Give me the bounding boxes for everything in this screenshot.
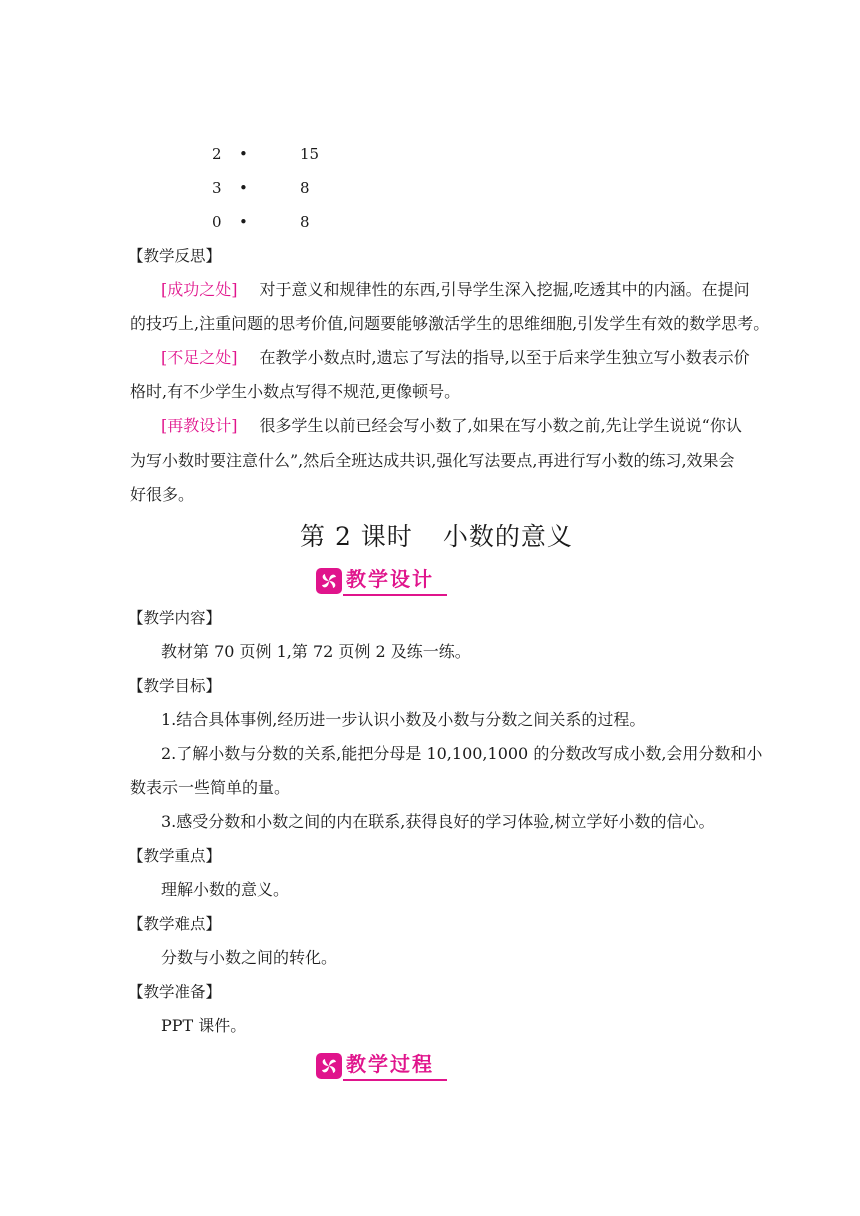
fraction-part: 8 — [300, 213, 310, 231]
success-text-line1: 对于意义和规律性的东西,引导学生深入挖掘,吃透其中的内涵。在提问 — [259, 280, 750, 299]
success-tag: [成功之处] — [161, 280, 238, 299]
preparation-heading: 【教学准备】 — [128, 983, 222, 1001]
whole-part: 2 — [212, 145, 222, 163]
success-text-line2: 的技巧上,注重问题的思考价值,问题要能够激活学生的思维细胞,引发学生有效的数学思考。 — [130, 314, 770, 333]
fraction-part: 15 — [300, 145, 320, 163]
success-paragraph — [161, 280, 750, 300]
content-heading: 【教学内容】 — [128, 609, 222, 627]
goals-heading: 【教学目标】 — [128, 677, 222, 695]
weak-tag: [不足之处] — [161, 348, 238, 367]
redo-text-line3: 好很多。 — [130, 485, 195, 504]
whole-part: 3 — [212, 179, 222, 197]
decimal-point: • — [239, 145, 248, 163]
fraction-part: 8 — [300, 179, 310, 197]
weak-paragraph — [161, 348, 750, 368]
difficulty-text: 分数与小数之间的转化。 — [161, 948, 338, 967]
goal-item-2-line2: 数表示一些简单的量。 — [130, 778, 291, 797]
weak-text-line1: 在教学小数点时,遗忘了写法的指导,以至于后来学生独立写小数表示价 — [259, 348, 750, 367]
goal-item-2-line1: 2.了解小数与分数的关系,能把分母是 10,100,1000 的分数改写成小数,会用分数和小 — [161, 744, 763, 763]
difficulty-heading: 【教学难点】 — [128, 915, 222, 933]
reflection-heading: 【教学反思】 — [128, 247, 222, 265]
redo-paragraph — [161, 416, 742, 436]
preparation-text: PPT 课件。 — [161, 1016, 247, 1035]
decimal-point: • — [239, 213, 248, 231]
content-text: 教材第 70 页例 1,第 72 页例 2 及练一练。 — [161, 642, 471, 661]
lesson-topic: 小数的意义 — [442, 522, 573, 551]
key-point-text: 理解小数的意义。 — [161, 880, 290, 899]
banner-label: 教学过程 — [346, 1052, 434, 1076]
lesson-number: 第 2 课时 — [300, 522, 413, 551]
lesson-title — [300, 517, 573, 553]
redo-tag: [再教设计] — [161, 416, 238, 435]
goal-item-1: 1.结合具体事例,经历进一步认识小数及小数与分数之间关系的过程。 — [161, 710, 646, 729]
banner-label: 教学设计 — [346, 567, 434, 591]
goal-item-3: 3.感受分数和小数之间的内在联系,获得良好的学习体验,树立学好小数的信心。 — [161, 812, 715, 831]
key-point-heading: 【教学重点】 — [128, 847, 222, 865]
teaching-design-banner — [316, 565, 456, 595]
banner-underline — [343, 594, 447, 596]
banner-underline — [343, 1079, 447, 1081]
pinwheel-icon — [316, 1053, 342, 1079]
pinwheel-icon — [316, 568, 342, 594]
weak-text-line2: 格时,有不少学生小数点写得不规范,更像顿号。 — [130, 382, 461, 401]
decimal-point: • — [239, 179, 248, 197]
redo-text-line2: 为写小数时要注意什么”,然后全班达成共识,强化写法要点,再进行写小数的练习,效果会 — [130, 451, 735, 470]
teaching-process-banner — [316, 1050, 456, 1080]
whole-part: 0 — [212, 213, 222, 231]
redo-text-line1: 很多学生以前已经会写小数了,如果在写小数之前,先让学生说说“你认 — [259, 416, 742, 435]
